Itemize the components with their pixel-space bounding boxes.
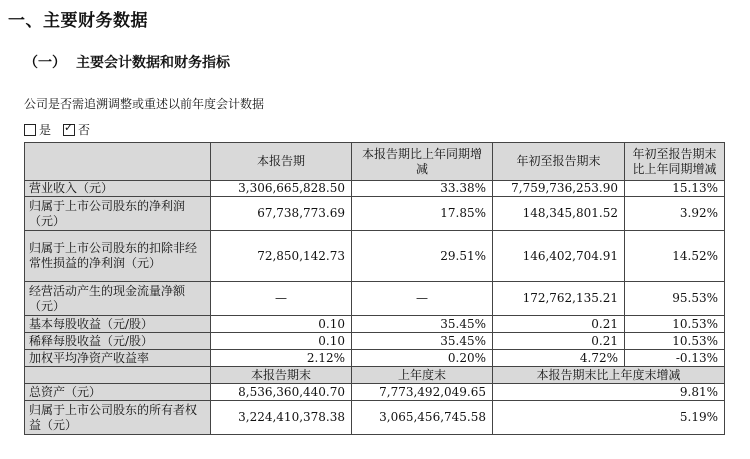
cell-value: -0.13% [625, 350, 725, 367]
cell-value: 14.52% [625, 231, 725, 282]
header-ytd: 年初至报告期末 [493, 143, 625, 181]
cell-value: 3,224,410,378.38 [211, 401, 352, 435]
sub-header-prior-year-end: 上年度末 [352, 367, 493, 384]
cell-value: 10.53% [625, 333, 725, 350]
row-label: 基本每股收益（元/股） [25, 316, 211, 333]
cell-value: 8,536,360,440.70 [211, 384, 352, 401]
cell-value: 172,762,135.21 [493, 282, 625, 316]
section-heading: 一、主要财务数据 [8, 11, 148, 31]
cell-value: 3,306,665,828.50 [211, 181, 352, 197]
header-blank [25, 143, 211, 181]
no-checkbox-checked-icon[interactable] [63, 124, 75, 136]
cell-value: 67,738,773.69 [211, 197, 352, 231]
subsection-heading [24, 52, 230, 72]
row-label: 经营活动产生的现金流量净额（元） [25, 282, 211, 316]
cell-value: 4.72% [493, 350, 625, 367]
yes-checkbox-icon[interactable] [24, 124, 36, 136]
cell-value: 148,345,801.52 [493, 197, 625, 231]
cell-value: 0.21 [493, 316, 625, 333]
cell-value: 35.45% [352, 333, 493, 350]
cell-value: 5.19% [493, 401, 725, 435]
subsection-number: （一） [24, 55, 66, 71]
sub-header-blank [25, 367, 211, 384]
table-row [25, 197, 725, 231]
table-row [25, 181, 725, 197]
cell-value: 17.85% [352, 197, 493, 231]
table-row [25, 384, 725, 401]
cell-value: 0.10 [211, 316, 352, 333]
financial-data-table [24, 142, 725, 435]
cell-value: 72,850,142.73 [211, 231, 352, 282]
table-row [25, 316, 725, 333]
sub-header-change: 本报告期末比上年度末增减 [493, 367, 725, 384]
cell-value: 29.51% [352, 231, 493, 282]
header-current-change: 本报告期比上年同期增减 [352, 143, 493, 181]
cell-value: 146,402,704.91 [493, 231, 625, 282]
yes-label: 是 [39, 123, 52, 137]
sub-header-period-end: 本报告期末 [211, 367, 352, 384]
cell-value: 95.53% [625, 282, 725, 316]
cell-value: 7,759,736,253.90 [493, 181, 625, 197]
cell-value: 0.20% [352, 350, 493, 367]
row-label: 稀释每股收益（元/股） [25, 333, 211, 350]
row-label: 总资产（元） [25, 384, 211, 401]
row-label: 营业收入（元） [25, 181, 211, 197]
cell-value: 3.92% [625, 197, 725, 231]
row-label: 加权平均净资产收益率 [25, 350, 211, 367]
cell-value: 15.13% [625, 181, 725, 197]
restatement-options [24, 121, 90, 138]
row-label: 归属于上市公司股东的所有者权益（元） [25, 401, 211, 435]
table-row [25, 333, 725, 350]
cell-value: 3,065,456,745.58 [352, 401, 493, 435]
cell-value: — [352, 282, 493, 316]
table-row [25, 231, 725, 282]
cell-value: 35.45% [352, 316, 493, 333]
cell-value: 33.38% [352, 181, 493, 197]
restatement-question: 公司是否需追溯调整或重述以前年度会计数据 [24, 97, 265, 111]
sub-header-row [25, 367, 725, 384]
subsection-title: 主要会计数据和财务指标 [76, 55, 230, 71]
cell-value: 0.21 [493, 333, 625, 350]
header-ytd-change: 年初至报告期末比上年同期增减 [625, 143, 725, 181]
row-label: 归属于上市公司股东的净利润（元） [25, 197, 211, 231]
cell-value: — [211, 282, 352, 316]
table-row [25, 350, 725, 367]
cell-value: 0.10 [211, 333, 352, 350]
header-current-period: 本报告期 [211, 143, 352, 181]
cell-value: 9.81% [493, 384, 725, 401]
row-label: 归属于上市公司股东的扣除非经常性损益的净利润（元） [25, 231, 211, 282]
cell-value: 7,773,492,049.65 [352, 384, 493, 401]
table-row [25, 282, 725, 316]
cell-value: 2.12% [211, 350, 352, 367]
table-row [25, 401, 725, 435]
cell-value: 10.53% [625, 316, 725, 333]
no-label: 否 [78, 123, 91, 137]
